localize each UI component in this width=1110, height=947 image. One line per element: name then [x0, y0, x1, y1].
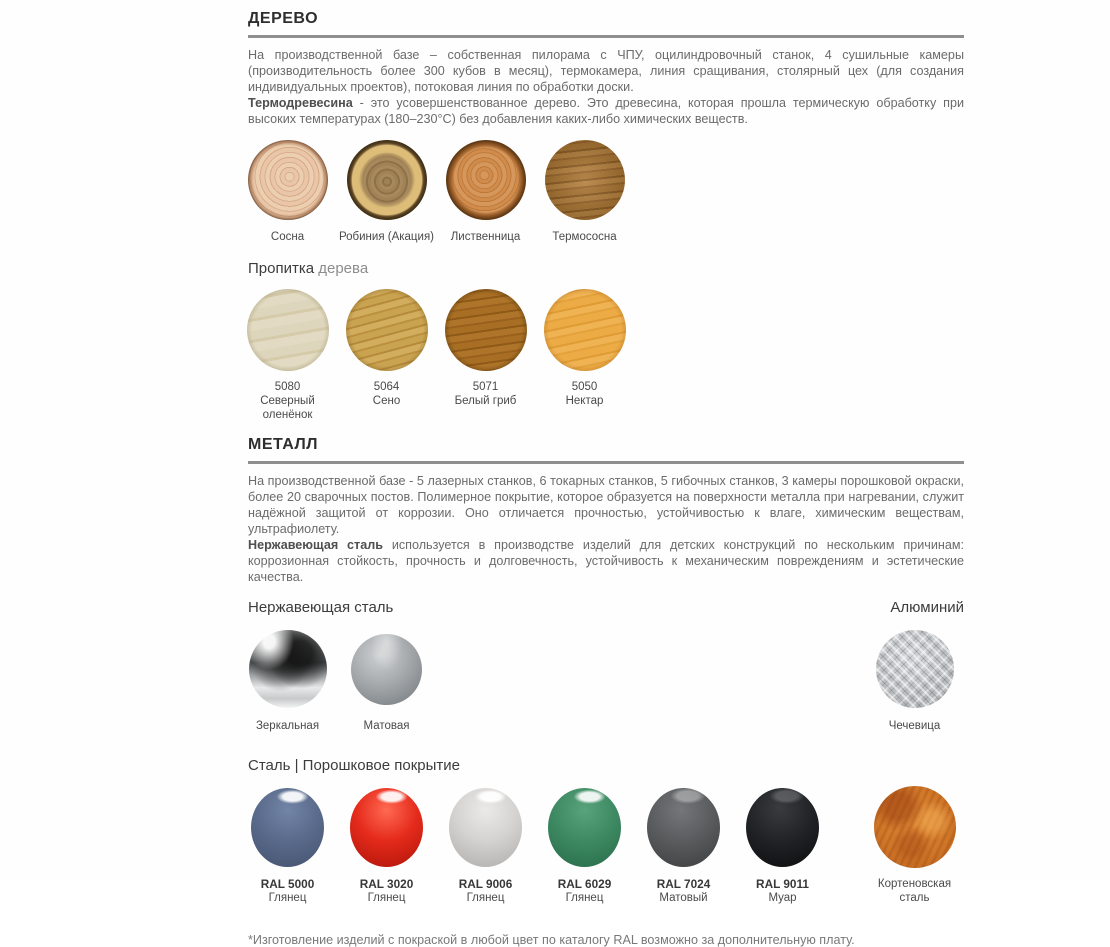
impregnation-code: 5080 [274, 381, 301, 393]
impregnation-item [436, 289, 535, 422]
ral-footnote: *Изготовление изделий с покраской в любой цвет по каталогу RAL возможно за дополнительную плату. [248, 933, 855, 947]
powder-item [337, 786, 436, 905]
wood-species-row [238, 139, 964, 244]
wood-species-item [238, 139, 337, 244]
ral-code: RAL 6029 [557, 877, 612, 891]
thermopine-swatch [545, 140, 625, 220]
impregnation-name: Нектар [565, 395, 604, 407]
powder-item [238, 786, 337, 905]
impregnation-item [238, 289, 337, 422]
robinia-label: Робиния (Акация) [338, 231, 434, 243]
wood-paragraph [248, 47, 964, 95]
pine-swatch [248, 140, 328, 220]
corten-item [865, 786, 964, 905]
ral-3020-swatch [350, 788, 423, 867]
impregnation-title-main: Пропитка [248, 260, 315, 277]
ral-finish: Матовый [659, 892, 708, 904]
matte-steel-swatch [351, 634, 422, 705]
powder-row [238, 786, 964, 905]
impregnation-title-sub: дерева [318, 260, 369, 277]
impregnation-swatch-5071 [445, 289, 527, 371]
stainless-item [238, 628, 337, 733]
impregnation-name: Белый гриб [454, 395, 517, 407]
ral-finish: Глянец [367, 892, 406, 904]
impregnation-swatch-5080 [247, 289, 329, 371]
ral-6029-swatch [548, 788, 621, 867]
impregnation-code: 5064 [373, 381, 400, 393]
aluminium-swatch [876, 630, 954, 708]
impregnation-swatch-5064 [346, 289, 428, 371]
powder-item [634, 786, 733, 905]
wood-species-item [436, 139, 535, 244]
metal-paragraph [248, 473, 964, 537]
ral-5000-swatch [251, 788, 324, 867]
stainless-title: Нержавеющая сталь [248, 599, 394, 616]
larch-swatch [446, 140, 526, 220]
stainless-item [337, 628, 436, 733]
impregnation-title [248, 260, 964, 277]
impregnation-code: 5071 [472, 381, 499, 393]
impregnation-code: 5050 [571, 381, 598, 393]
ral-9006-swatch [449, 788, 522, 867]
metal-paragraph-text: На производственной базе - 5 лазерных станков, 6 токарных станков, 5 гибочных станков, 3 камеры порошковой окраски, более 20 сварочных постов. Полимерное покрытие, которое образуется на поверхности металла при нагревании, служит надёжной защитой от коррозии. Оно отличается прочностью, устойчивостью к влаге, химическим веществам, ультрафиолету. [248, 474, 964, 536]
ral-code: RAL 7024 [656, 877, 711, 891]
ral-code: RAL 5000 [260, 877, 315, 891]
impregnation-item [535, 289, 634, 422]
larch-label: Лиственница [450, 231, 521, 243]
aluminium-title: Алюминий [890, 599, 964, 616]
ral-code: RAL 3020 [359, 877, 414, 891]
corten-steel-swatch [874, 786, 956, 868]
thermo-lead-term: Термодревесина [248, 96, 353, 110]
wood-thermo-paragraph [248, 95, 964, 127]
ral-finish: Глянец [565, 892, 604, 904]
thermo-lead-rest: - это усовершенствованное дерево. Это древесина, которая прошла термическую обработку при высоких температурах (180–230°С) без добавления каких-либо химических веществ. [248, 96, 964, 126]
stainless-lead-rest: используется в производстве изделий для детских конструкций по нескольким причинам: коррозионная стойкость, прочность и долговечность, устойчивость к механическим повреждениям и эстетические качества. [248, 538, 964, 584]
impregnation-row [238, 289, 964, 422]
ral-finish: Глянец [466, 892, 505, 904]
stainless-row [238, 628, 964, 733]
thermopine-label: Термососна [552, 231, 617, 243]
powder-item [535, 786, 634, 905]
stainless-lead-term: Нержавеющая сталь [248, 538, 383, 552]
page-content [248, 10, 964, 947]
metal-section-title: МЕТАЛЛ [248, 436, 964, 464]
wood-species-item [535, 139, 634, 244]
aluminium-item [865, 628, 964, 733]
ral-9011-swatch [746, 788, 819, 867]
mirror-steel-label: Зеркальная [255, 720, 320, 732]
powder-item [733, 786, 832, 905]
matte-steel-label: Матовая [363, 720, 410, 732]
powder-item [436, 786, 535, 905]
corten-steel-label: Кортеновская сталь [877, 878, 952, 904]
ral-code: RAL 9011 [756, 877, 809, 891]
stainless-paragraph [248, 537, 964, 585]
wood-section-title: ДЕРЕВО [248, 10, 964, 38]
robinia-swatch [347, 140, 427, 220]
wood-species-item [337, 139, 436, 244]
ral-7024-swatch [647, 788, 720, 867]
pine-label: Сосна [270, 231, 305, 243]
mirror-steel-swatch [249, 630, 327, 708]
ral-finish: Глянец [268, 892, 307, 904]
powder-title: Сталь | Порошковое покрытие [248, 757, 460, 774]
stainless-heading-row [248, 599, 964, 616]
impregnation-swatch-5050 [544, 289, 626, 371]
wood-paragraph-text: На производственной базе – собственная пилорама с ЧПУ, оцилиндровочный станок, 4 сушильные камеры (производительность более 300 кубов в месяц), термокамера, линия сращивания, столярный цех (для создания индивидуальных проектов), потоковая линия по обработки доски. [248, 48, 964, 94]
impregnation-name: Сено [372, 395, 401, 407]
ral-code: RAL 9006 [458, 877, 513, 891]
impregnation-item [337, 289, 436, 422]
ral-finish: Муар [768, 892, 797, 904]
impregnation-name: Северный оленёнок [260, 395, 315, 421]
aluminium-swatch-label: Чечевица [888, 720, 941, 732]
